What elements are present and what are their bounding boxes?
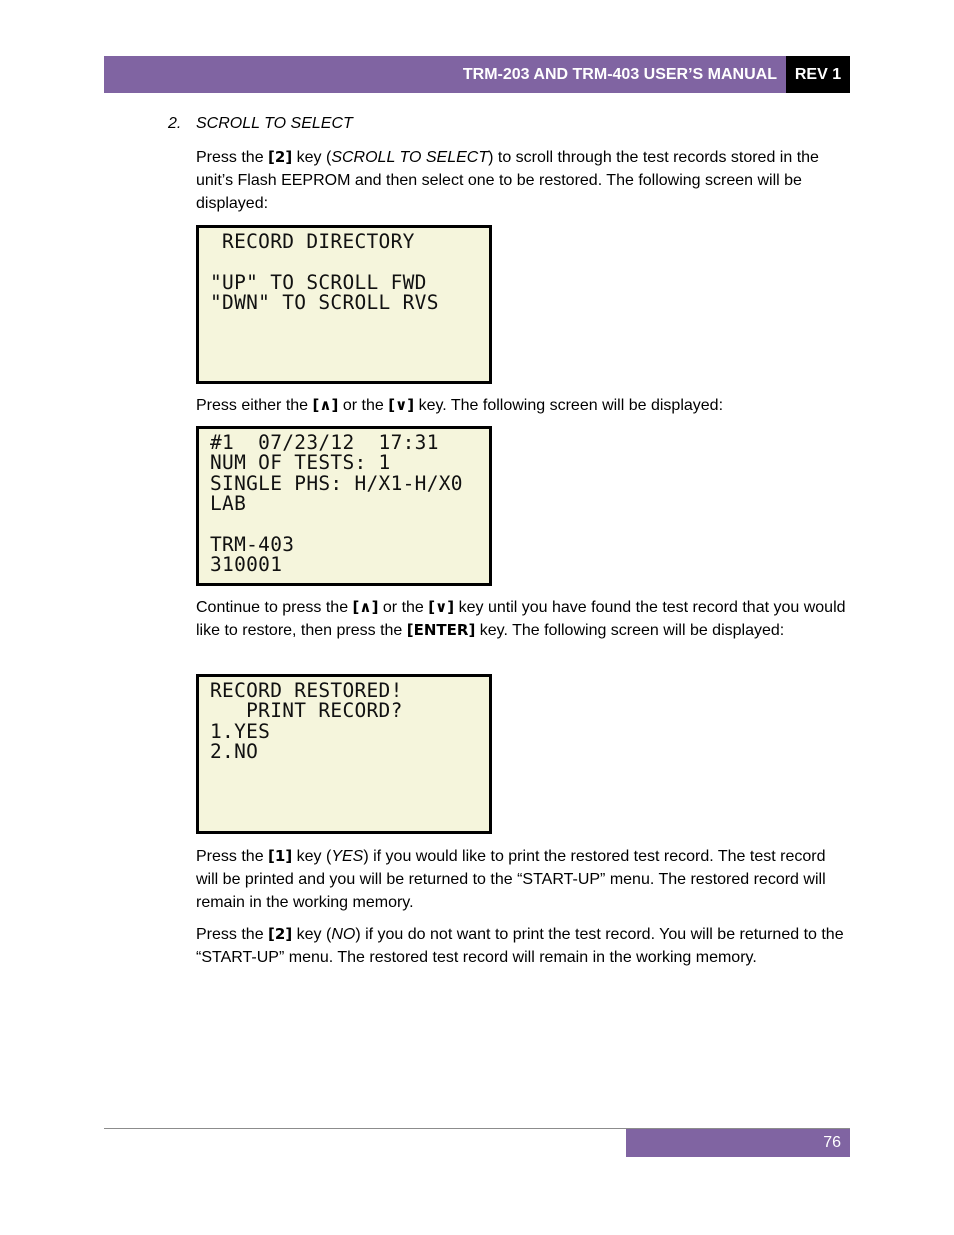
lcd-line: SINGLE PHS: H/X1-H/X0 bbox=[210, 471, 463, 495]
lcd-line: 310001 bbox=[210, 553, 283, 577]
key-up-arrow: [∧] bbox=[352, 598, 379, 616]
paragraph-scroll-intro bbox=[196, 146, 846, 215]
emphasis: YES bbox=[331, 848, 364, 865]
paragraph-press-arrow bbox=[196, 394, 846, 417]
header-title-bar bbox=[104, 56, 786, 93]
lcd-line: NUM OF TESTS: 1 bbox=[210, 451, 391, 475]
lcd-line bbox=[210, 515, 489, 535]
lcd-line: RECORD DIRECTORY bbox=[210, 230, 415, 253]
step-heading bbox=[168, 115, 353, 133]
lcd-line: "UP" TO SCROLL FWD bbox=[210, 270, 427, 294]
lcd-line bbox=[210, 783, 489, 803]
key-down-arrow: [∨] bbox=[388, 396, 415, 414]
lcd-screen-record-directory bbox=[196, 225, 492, 384]
lcd-line bbox=[210, 334, 489, 354]
key-up-arrow: [∧] bbox=[312, 396, 339, 414]
lcd-line: #1 07/23/12 17:31 bbox=[210, 431, 439, 454]
lcd-line: "DWN" TO SCROLL RVS bbox=[210, 291, 439, 315]
paragraph-print-yes bbox=[196, 845, 846, 914]
emphasis: SCROLL TO SELECT bbox=[331, 149, 489, 166]
text: ) if you would like to print the restored test record. The test record will be printed and you will be returned to the “START-UP” menu. The restored record will remain in the working memory. bbox=[196, 848, 826, 911]
text: key until you have found the test record that you would like to restore, then press the bbox=[196, 599, 846, 639]
emphasis: NO bbox=[331, 926, 356, 943]
key-2: [2] bbox=[268, 925, 293, 943]
step-title: SCROLL TO SELECT bbox=[196, 115, 353, 132]
text: Press the bbox=[196, 848, 269, 865]
lcd-screen-record-details bbox=[196, 426, 492, 586]
page-number: 76 bbox=[823, 1134, 841, 1151]
text: key. The following screen will be displayed: bbox=[414, 397, 724, 414]
paragraph-print-no bbox=[196, 923, 846, 969]
lcd-line: RECORD RESTORED! bbox=[210, 679, 403, 702]
revision-label: REV 1 bbox=[794, 65, 842, 83]
lcd-line: LAB bbox=[210, 492, 247, 516]
footer-page-bar bbox=[626, 1129, 850, 1157]
text: Press the bbox=[196, 926, 269, 943]
text: key ( bbox=[292, 848, 332, 865]
header-revision bbox=[786, 56, 850, 93]
step-number: 2. bbox=[168, 115, 182, 132]
lcd-line bbox=[210, 252, 489, 272]
text: ) to scroll through the test records stored in the unit’s Flash EEPROM and then select one to be restored. The following screen will be displayed: bbox=[196, 149, 819, 212]
key-1: [1] bbox=[268, 847, 293, 865]
header-title: TRM-203 AND TRM-403 USER’S MANUAL bbox=[462, 65, 777, 83]
text: key. The following screen will be displayed: bbox=[475, 622, 785, 639]
lcd-screen-record-restored bbox=[196, 674, 492, 834]
text: key ( bbox=[292, 926, 332, 943]
paragraph-continue-select bbox=[196, 596, 846, 642]
lcd-line: TRM-403 bbox=[210, 532, 295, 556]
text: ) if you do not want to print the test record. You will be returned to the “START-UP” menu. The restored test record will remain in the working memory. bbox=[196, 926, 844, 966]
key-2: [2] bbox=[268, 148, 293, 166]
lcd-line bbox=[210, 354, 489, 374]
text: Press either the bbox=[196, 397, 313, 414]
text: or the bbox=[338, 397, 389, 414]
lcd-line: 1.YES bbox=[210, 719, 271, 743]
text: key ( bbox=[292, 149, 332, 166]
key-down-arrow: [∨] bbox=[428, 598, 455, 616]
text: Press the bbox=[196, 149, 269, 166]
lcd-line bbox=[210, 314, 489, 334]
text: Continue to press the bbox=[196, 599, 353, 616]
lcd-line bbox=[210, 763, 489, 783]
key-enter: [ENTER] bbox=[406, 621, 476, 639]
text: or the bbox=[378, 599, 429, 616]
lcd-line bbox=[210, 803, 489, 823]
lcd-line: 2.NO bbox=[210, 740, 259, 764]
lcd-line: PRINT RECORD? bbox=[210, 699, 403, 723]
